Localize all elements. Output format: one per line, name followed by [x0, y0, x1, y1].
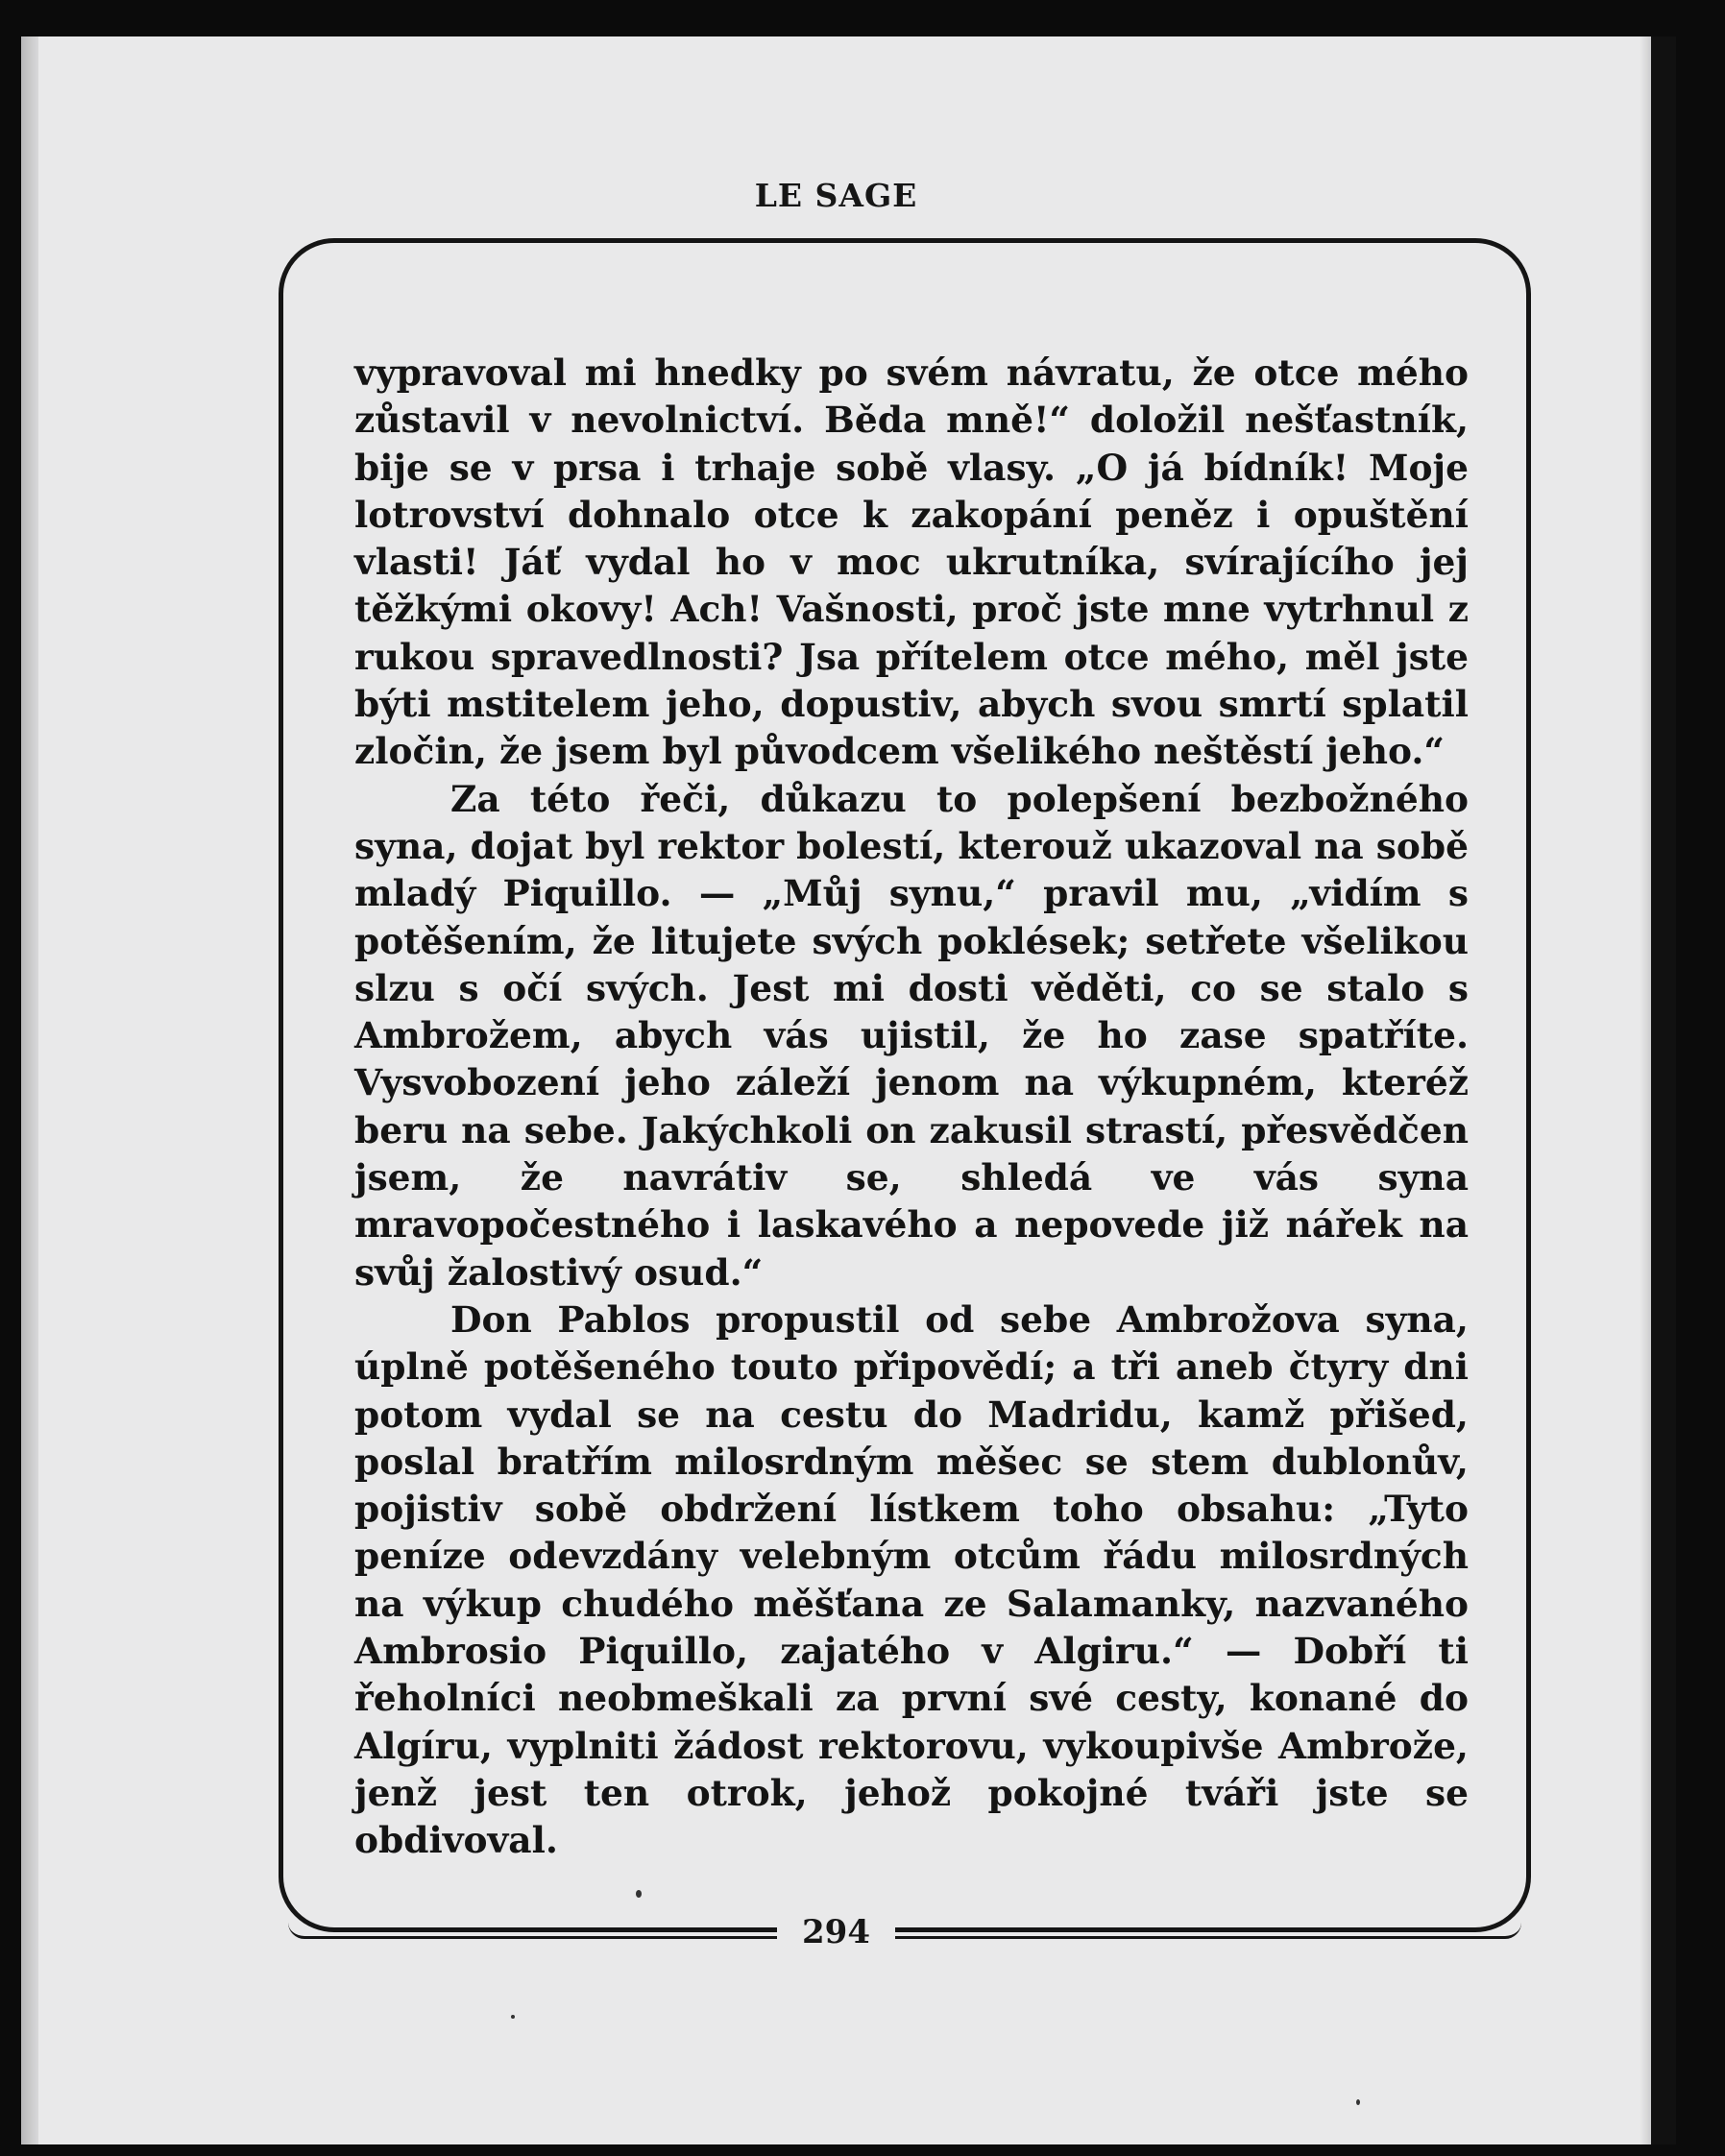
page-number — [21, 1913, 1651, 1951]
page-fold-shadow — [21, 36, 38, 2144]
page-edge-shade — [1640, 36, 1651, 2144]
body-text — [354, 350, 1469, 1865]
print-speck — [511, 2015, 515, 2019]
print-speck — [1356, 2099, 1360, 2105]
paragraph-1: vypravoval mi hnedky po svém návratu, že otce mého zůstavil v nevolnictví. Běda mně!“ doložil nešťastník, bije se v prsa i trhaje sobě vlasy. „O já bídník! Moje lotrovství dohnalo otce k zakopání peněz i opuštění vlasti! Jáť vydal ho v moc ukrutníka, svírajícího jej těžkými okovy! Ach! Vašnosti, proč jste mne vytrhnul z rukou spravedlnosti? Jsa přítelem otce mého, měl jste býti mstitelem jeho, dopustiv, abych svou smrtí splatil zločin, že jsem byl původcem všelikého neštěstí jeho.“ — [354, 351, 1469, 773]
running-head: LE SAGE — [754, 177, 918, 214]
paragraph-3: Don Pablos propustil od sebe Ambrožova syna, úplně potěšeného touto připovědí; a tři aneb čtyry dni potom vydal se na cestu do Madridu, kamž přišed, poslal bratřím milosrdným měšec se stem dublonův, pojistiv sobě obdržení lístkem toho obsahu: „Tyto peníze odevzdány velebným otcům řádu milosrdných na výkup chudého měšťana ze Salamanky, nazvaného Ambrosio Piquillo, zajatého v Algiru.“ — Dobří ti řeholníci neobmeškali za první své cesty, konané do Algíru, vyplniti žádost rektorovu, vykoupivše Ambrože, jenž jest ten otrok, jehož pokojné tváři jste se obdivoval. — [354, 1297, 1469, 1862]
book-page — [21, 36, 1676, 2144]
page-number-text: 294 — [777, 1913, 895, 1951]
paragraph-2: Za této řeči, důkazu to polepšení bezbožného syna, dojat byl rektor bolestí, kterouž ukazoval na sobě mladý Piquillo. — „Můj synu,“ pravil mu, „vidím s potěšením, že litujete svých poklések; setřete všelikou slzu s očí svých. Jest mi dosti věděti, co se stalo s Ambrožem, abych vás ujistil, že ho zase spatříte. Vysvobození jeho záleží jenom na výkupném, kteréž beru na sebe. Jakýchkoli on zakusil strastí, přesvědčen jsem, že navrátiv se, shledá ve vás syna mravopočestného i laskavého a nepovede již nářek na svůj žalostivý osud.“ — [354, 777, 1469, 1294]
print-speck — [636, 1890, 642, 1898]
scan-border-right — [1651, 36, 1676, 2144]
